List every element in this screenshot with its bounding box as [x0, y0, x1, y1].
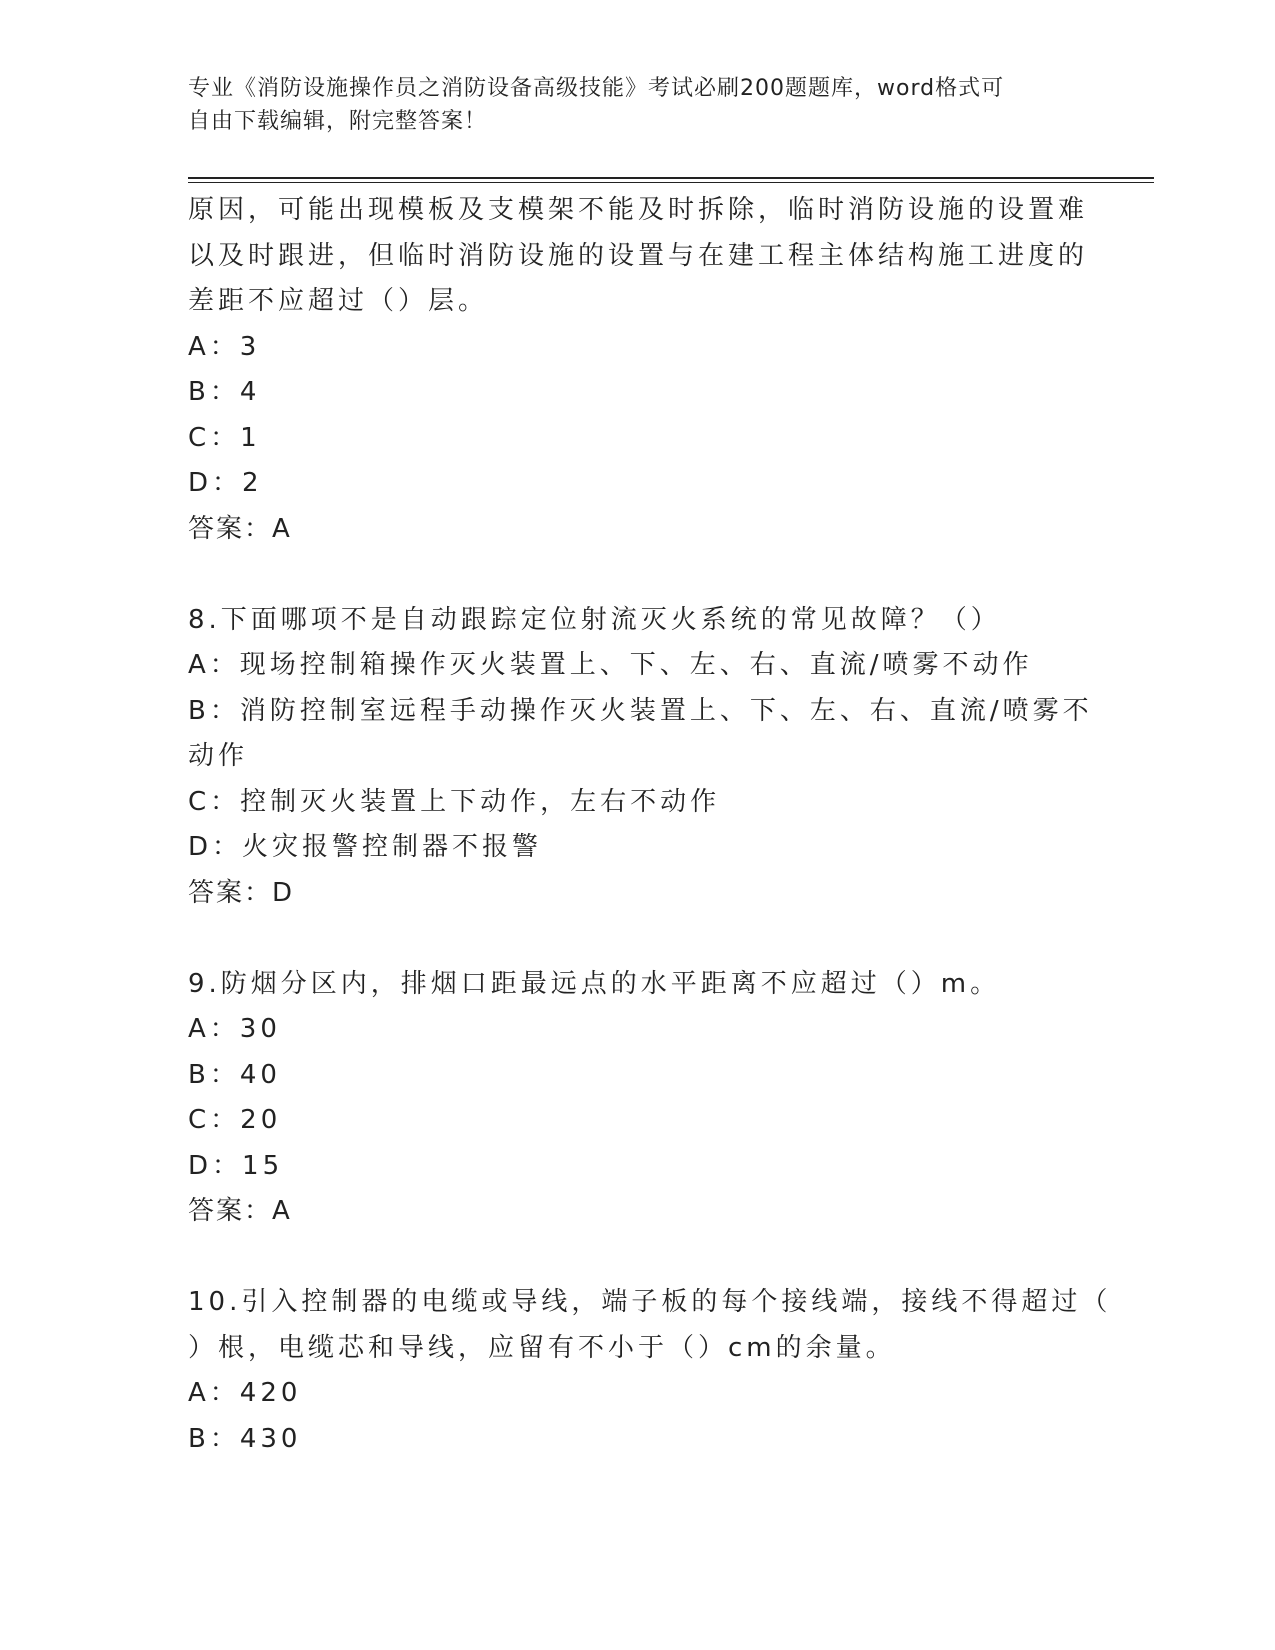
option-b: B：40: [188, 1059, 281, 1090]
question-text-line: 原因，可能出现模板及支模架不能及时拆除，临时消防设施的设置难: [188, 195, 1089, 225]
header-line-1: 专业《消防设施操作员之消防设备高级技能》考试必刷200题题库，word格式可: [188, 76, 1005, 101]
option-c: C：1: [188, 422, 261, 453]
question-text-line: 10.引入控制器的电缆或导线，端子板的每个接线端，接线不得超过（: [188, 1287, 1112, 1317]
question-text-line: 8.下面哪项不是自动跟踪定位射流灭火系统的常见故障？（）: [188, 604, 1001, 635]
question-9: [188, 962, 1068, 1235]
option-a: A：420: [188, 1378, 302, 1408]
answer-line: 答案：A: [188, 513, 292, 544]
option-a: A：30: [188, 1014, 281, 1044]
option-b-continued: 动作: [188, 741, 249, 771]
header-divider-thick: [188, 177, 1154, 179]
document-header: [188, 72, 1068, 138]
option-a: A：3: [188, 331, 261, 362]
option-c: C：20: [188, 1105, 282, 1135]
option-b: B：430: [188, 1423, 302, 1454]
option-d: D：15: [188, 1150, 284, 1181]
question-text-line: 9.防烟分区内，排烟口距最远点的水平距离不应超过（）m。: [188, 968, 1001, 999]
question-list: [188, 188, 1112, 1462]
option-b: B：消防控制室远程手动操作灭火装置上、下、左、右、直流/喷雾不: [188, 695, 1093, 726]
question-7: [188, 188, 1089, 552]
question-10: [188, 1280, 1112, 1462]
question-text-line: 差距不应超过（）层。: [188, 286, 489, 316]
option-a: A：现场控制箱操作灭火装置上、下、左、右、直流/喷雾不动作: [188, 650, 1033, 680]
option-d: D：火灾报警控制器不报警: [188, 832, 543, 862]
header-line-2: 自由下载编辑，附完整答案！: [188, 109, 488, 134]
question-text-line: 以及时跟进，但临时消防设施的设置与在建工程主体结构施工进度的: [188, 240, 1089, 271]
question-8: [188, 598, 1093, 917]
answer-line: 答案：A: [188, 1196, 292, 1226]
answer-line: 答案：D: [188, 877, 295, 908]
question-text-line: ）根，电缆芯和导线，应留有不小于（）cm的余量。: [188, 1332, 896, 1363]
header-divider-thin: [188, 182, 1154, 183]
option-d: D：2: [188, 468, 263, 498]
option-c: C：控制灭火装置上下动作，左右不动作: [188, 786, 721, 817]
option-b: B：4: [188, 377, 261, 407]
